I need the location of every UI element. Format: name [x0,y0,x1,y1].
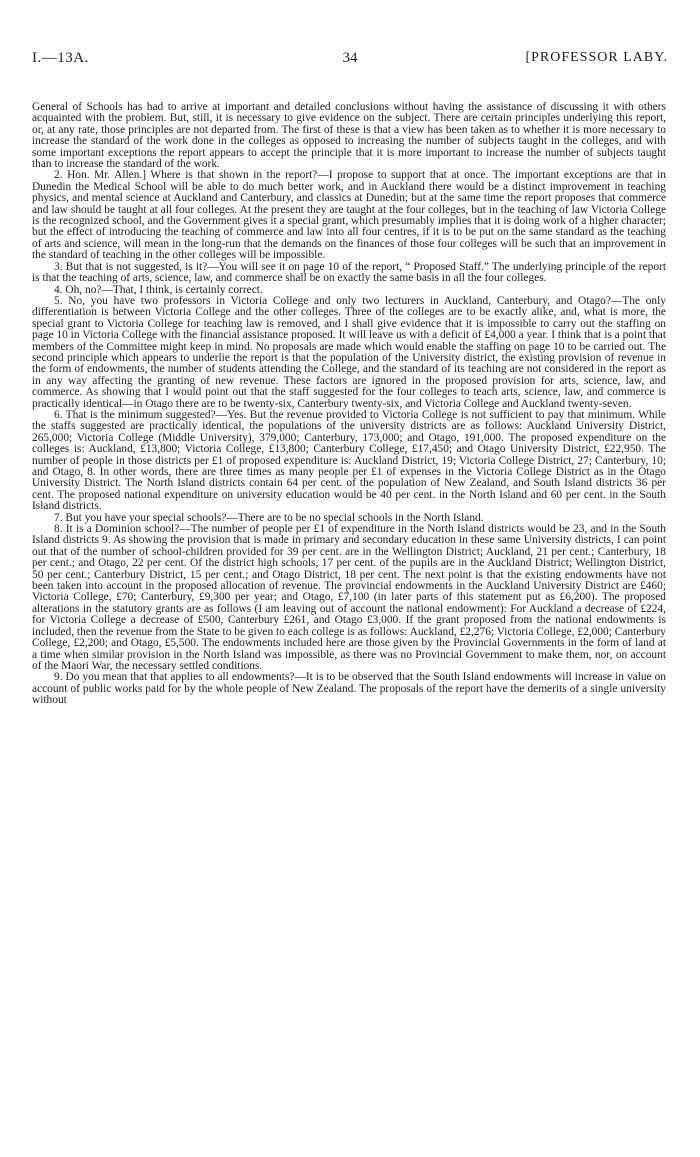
question-paragraph-3: 3. But that is not suggested, is it?—You will see it on page 10 of the report, “ Proposed Staff.” The underlying principle of the report is that the teaching of arts, science, law, and commerce shall be on exactly the same basis in all the four colleges. [32,260,666,285]
question-paragraph-6: 6. That is the minimum suggested?—Yes. But the revenue provided to Victoria College is not sufficient to pay that minimum. While the staffs suggested are practically identical, the populations of the university districts are as follows: Auckland University District, 265,000; Victoria College (Middle University), 379,000; Canterbury, 173,000; and Otago, 191,000. The proposed expenditure on the colleges is: Auckland, £13,800; Victoria College, £13,800; Canterbury College, £17,450; and Otago University District, £22,950. The number of people in those districts per £1 of proposed expenditure is: Auckland District, 19; Victoria College District, 27; Canterbury, 10; and Otago, 8. In other words, there are three times as many people per £1 of expenses in the Victoria College District as in the Otago University District. The North Island districts contain 64 per cent. of the population of New Zealand, and South Island districts 36 per cent. The proposed national expenditure on university education would be 40 per cent. in the North Island and 60 per cent. in the South Island districts. [32,408,666,513]
question-paragraph-2: 2. Hon. Mr. Allen.] Where is that shown in the report?—I propose to support that at once. The important exceptions are that in Dunedin the Medical School will be able to do much better work, and in Auckland there would be a distinct improvement in teaching physics, and mental science at Auckland and Canterbury, and classics at Dunedin; but at the same time the report proposes that commerce and law should be taught at all four colleges. At the present they are taught at the four colleges, but in the teaching of law Victoria College is the recognized school, and the Government gives it a special grant, which presumably implies that it is doing work of a higher character; but the effect of introducing the teaching of commerce and law into all four centres, if it is to be put on the same standard as the teaching of arts and science, will mean in the long-run that the demands on the finances of those four colleges will be such that an improvement in the standard of teaching in the other colleges will be impossible. [32,169,666,262]
question-paragraph-5: 5. No, you have two professors in Victoria College and only two lecturers in Auckland, Canterbury, and Otago?—The only differentiation is between Victoria College and the other colleges. Three of the colleges are to be exactly alike, and, what is more, the special grant to Victoria College for teaching law is removed, and I shall give evidence that it is impossible to carry out the staffing on page 10 in Victoria College with the financial assistance proposed. It will leave us with a deficit of £4,000 a year. I think that is a point that members of the Committee might keep in mind. No proposals are made which would enable the staffing on page 10 to be carried out. The second principle which appears to underlie the report is that the population of the University district, the existing provision of revenue in the form of endowments, the number of students attending the College, and the standard of its teaching are not considered in the report as in any way affecting the granting of new revenue. These factors are ignored in the proposed provision for arts, science, law, and commerce. As showing that I would point out that the staff suggested for the four colleges to teach arts, science, law, and commerce is practically identical—in Otago there are to be twenty-six, Canterbury twenty-six, and Victoria College and Auckland twenty-seven. [32,294,666,410]
body-text [32,102,666,707]
witness-name: [PROFESSOR LABY. [525,50,668,65]
page-header [32,50,668,74]
paragraph-continuation: General of Schools has had to arrive at important and detailed conclusions without having the assistance of discussing it with others acquainted with the problem. But, still, it is necessary to give evidence on the subject. There are certain principles underlying this report, or, at any rate, those principles are not departed from. The first of these is that a view has been taken as to whether it is more necessary to increase the standard of the work done in the colleges as opposed to increasing the number of subjects taught in the colleges, and with some important exceptions the report appears to accept the principle that it is more important to increase the number of subjects taught than to increase the standard of the work. [32,101,666,171]
question-paragraph-8: 8. It is a Dominion school?—The number of people per £1 of expenditure in the North Island districts would be 23, and in the South Island districts 9. As showing the provision that is made in primary and secondary education in these same University districts, I can point out that of the number of school-children provided for 39 per cent. are in the Wellington District; Auckland, 21 per cent.; Canterbury, 18 per cent.; and Otago, 22 per cent. Of the district high schools, 17 per cent. of the pupils are in the Auckland District; Wellington District, 50 per cent.; Canterbury District, 15 per cent.; and Otago District, 18 per cent. The next point is that the existing endowments have not been taken into account in the proposed allocation of revenue. The provincial endowments in the Auckland University District are £460; Victoria College, £70; Canterbury, £9,300 per year; and Otago, £7,100 (in later parts of this statement put as £6,200). The proposed alterations in the statutory grants are as follows (I am leaving out of account the national endowment): For Auckland a decrease of £224, for Victoria College a decrease of £500, Canterbury £261, and Otago £3,000. If the grant proposed from the national endowments is included, then the revenue from the State to be given to each college is as follows: Auckland, £2,276; Victoria College, £2,000; Canterbury College, £2,200; and Otago, £5,500. The endowments included here are those given by the Provincial Governments in the form of land at a time when similar provision in the North Island was impossible, as there was no Provincial Government to make them, nor, on account of the Maori War, the necessary settled conditions. [32,523,666,672]
report-reference: I.—13A. [32,50,89,66]
question-paragraph-7: 7. But you have your special schools?—There are to be no special schools in the North Island. [54,511,484,524]
page-number: 34 [342,50,358,66]
question-paragraph-9: 9. Do you mean that that applies to all endowments?—It is to be observed that the South Island endowments will increase in value on account of public works paid for by the whole people of New Zealand. The proposals of the report have the demerits of a single university without [32,671,666,707]
question-paragraph-4: 4. Oh, no?—That, I think, is certainly correct. [54,283,263,296]
